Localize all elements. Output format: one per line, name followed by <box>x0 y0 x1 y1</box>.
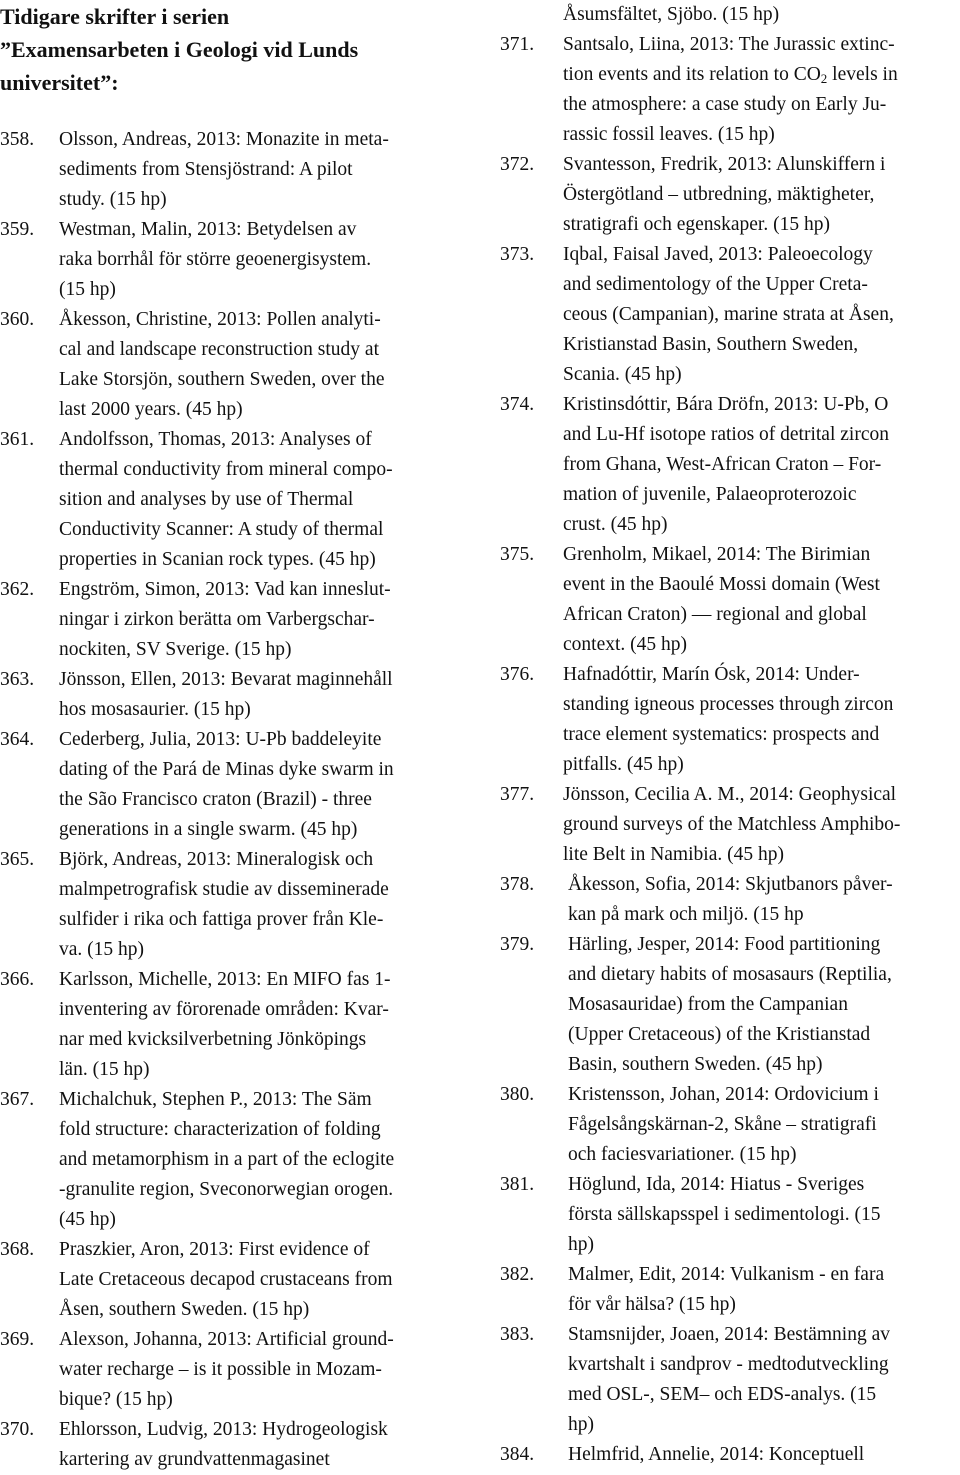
entry-line-text: Kristensson, Johan, 2014: Ordovicium i <box>568 1084 879 1105</box>
entry-line-text: Björk, Andreas, 2013: Mineralogisk och <box>59 849 374 870</box>
entry-line <box>59 395 470 425</box>
entry-line-text: första sällskapsspel i sedimentologi. (15 <box>568 1204 881 1225</box>
entry-number: 363. <box>0 669 35 690</box>
entry-line <box>563 420 960 450</box>
entry-line-text: Höglund, Ida, 2014: Hiatus - Sveriges <box>568 1174 865 1195</box>
entry-line <box>563 570 960 600</box>
list-item <box>500 870 960 930</box>
entry-line-text: rassic fossil leaves. (15 hp) <box>563 124 775 145</box>
entry-line <box>563 300 960 330</box>
entry-line <box>568 1170 960 1200</box>
entry-number: 379. <box>500 934 535 955</box>
entry-line-text: Ehlorsson, Ludvig, 2013: Hydrogeologisk <box>59 1419 388 1440</box>
list-item <box>0 1235 470 1325</box>
entry-line <box>563 210 960 240</box>
entry-line <box>59 1295 470 1325</box>
entry-text <box>59 1415 470 1475</box>
entry-line <box>59 635 470 665</box>
entry-number: 381. <box>500 1174 535 1195</box>
entry-line-text: hp) <box>568 1414 594 1435</box>
entry-line <box>563 150 960 180</box>
entry-text <box>59 425 470 575</box>
entry-number: 361. <box>0 429 35 450</box>
entry-line-text: Jönsson, Ellen, 2013: Bevarat maginnehåll <box>59 669 393 690</box>
entry-line <box>59 695 470 725</box>
entry-line <box>568 1110 960 1140</box>
entry-text <box>59 305 470 425</box>
entry-text <box>59 1235 470 1325</box>
entry-line <box>59 905 470 935</box>
entry-text <box>568 1080 960 1170</box>
entry-line-text: Alexson, Johanna, 2013: Artificial ground- <box>59 1329 394 1350</box>
entry-number: 362. <box>0 579 35 600</box>
entry-line <box>568 990 960 1020</box>
entry-line <box>59 215 470 245</box>
entry-line-text: fold structure: characterization of folding <box>59 1119 381 1140</box>
entry-line-text: Åkesson, Christine, 2013: Pollen analyti- <box>59 309 381 330</box>
list-item <box>500 390 960 540</box>
left-entry-list <box>0 125 470 1475</box>
entry-number: 383. <box>500 1324 535 1345</box>
entry-number: 371. <box>500 34 535 55</box>
co2-suffix: levels in <box>827 64 898 85</box>
entry-line <box>59 1415 470 1445</box>
entry-line <box>563 660 960 690</box>
entry-line <box>59 845 470 875</box>
entry-line-text: (Upper Cretaceous) of the Kristianstad <box>568 1024 871 1045</box>
entry-line-text: the atmosphere: a case study on Early Ju- <box>563 94 887 115</box>
entry-line-text: Fågelsångskärnan-2, Skåne – stratigrafi <box>568 1114 877 1135</box>
entry-line-text: dating of the Pará de Minas dyke swarm in <box>59 759 394 780</box>
heading-line: ”Examensarbeten i Geologi vid Lunds <box>0 37 359 62</box>
entry-text <box>59 1325 470 1415</box>
entry-line-text: Scania. (45 hp) <box>563 364 682 385</box>
entry-line <box>563 30 960 60</box>
entry-number: 378. <box>500 874 535 895</box>
entry-line-text: ceous (Campanian), marine strata at Åsen, <box>563 304 894 325</box>
entry-text <box>59 125 470 215</box>
entry-line <box>59 275 470 305</box>
list-item <box>500 1080 960 1170</box>
entry-line-text: Olsson, Andreas, 2013: Monazite in meta- <box>59 129 389 150</box>
list-item <box>500 240 960 390</box>
entry-line-text: Hafnadóttir, Marín Ósk, 2014: Under- <box>563 664 860 685</box>
entry-line <box>59 665 470 695</box>
entry-line-text: properties in Scanian rock types. (45 hp) <box>59 549 376 570</box>
entry-line <box>563 270 960 300</box>
entry-line-text: (15 hp) <box>59 279 116 300</box>
entry-number: 359. <box>0 219 35 240</box>
entry-line-text: and sedimentology of the Upper Creta- <box>563 274 868 295</box>
entry-line <box>568 1200 960 1230</box>
entry-line-text: Helmfrid, Annelie, 2014: Konceptuell <box>568 1444 865 1465</box>
entry-line-text: ningar i zirkon berätta om Varbergschar- <box>59 609 375 630</box>
entry-line <box>568 1140 960 1170</box>
entry-line-text: pitfalls. (45 hp) <box>563 754 684 775</box>
entry-number: 370. <box>0 1419 35 1440</box>
entry-line-text: Late Cretaceous decapod crustaceans from <box>59 1269 393 1290</box>
entry-number: 377. <box>500 784 535 805</box>
entry-line-text: lite Belt in Namibia. (45 hp) <box>563 844 784 865</box>
entry-line <box>59 155 470 185</box>
entry-line-text: standing igneous processes through zircon <box>563 694 894 715</box>
entry-line <box>59 455 470 485</box>
entry-text <box>568 1440 960 1470</box>
entry-line <box>563 360 960 390</box>
list-item <box>0 1325 470 1415</box>
entry-line-text: and dietary habits of mosasaurs (Reptilia, <box>568 964 892 985</box>
entry-line <box>568 1050 960 1080</box>
left-column <box>0 0 470 1475</box>
entry-line-text: kvartshalt i sandprov - medtodutveckling <box>568 1354 889 1375</box>
list-item <box>500 1260 960 1320</box>
entry-text <box>568 930 960 1080</box>
entry-line-text: Mosasauridae) from the Campanian <box>568 994 848 1015</box>
entry-line <box>568 900 960 930</box>
entry-line-text: inventering av förorenade områden: Kvar- <box>59 999 389 1020</box>
entry-line-text: va. (15 hp) <box>59 939 145 960</box>
list-item <box>0 305 470 425</box>
entry-line <box>568 870 960 900</box>
entry-line <box>568 1320 960 1350</box>
list-item <box>500 1320 960 1440</box>
entry-line-text: stratigrafi och egenskaper. (15 hp) <box>563 214 830 235</box>
entry-line-text: mation of juvenile, Palaeoproterozoic <box>563 484 857 505</box>
entry-number: 358. <box>0 129 35 150</box>
entry-text <box>563 780 960 870</box>
entry-line <box>568 1410 960 1440</box>
right-entry-list <box>500 30 960 1470</box>
entry-line-text: from Ghana, West-African Craton – For- <box>563 454 882 475</box>
list-item <box>0 725 470 845</box>
entry-line-text: Andolfsson, Thomas, 2013: Analyses of <box>59 429 372 450</box>
entry-line <box>59 125 470 155</box>
list-item <box>0 1415 470 1475</box>
continued-entry-text: Åsumsfältet, Sjöbo. (15 hp) <box>563 4 780 25</box>
entry-number: 369. <box>0 1329 35 1350</box>
entry-line <box>563 600 960 630</box>
entry-line <box>568 1290 960 1320</box>
entry-line <box>59 515 470 545</box>
list-item <box>0 215 470 305</box>
entry-text <box>563 30 960 150</box>
entry-number: 373. <box>500 244 535 265</box>
entry-line-text: sulfider i rika och fattiga prover från Kle- <box>59 909 384 930</box>
entry-line <box>563 810 960 840</box>
entry-line <box>59 935 470 965</box>
entry-line <box>59 485 470 515</box>
entry-number: 380. <box>500 1084 535 1105</box>
entry-line-text: Jönsson, Cecilia A. M., 2014: Geophysical <box>563 784 897 805</box>
entry-text <box>563 540 960 660</box>
entry-line <box>563 120 960 150</box>
entry-line <box>59 245 470 275</box>
list-item <box>0 1085 470 1235</box>
entry-line-text: Santsalo, Liina, 2013: The Jurassic extinc- <box>563 34 895 55</box>
entry-line-text: för vår hälsa? (15 hp) <box>568 1294 736 1315</box>
list-item <box>0 845 470 965</box>
entry-text <box>568 1260 960 1320</box>
list-item <box>500 780 960 870</box>
entry-text <box>563 150 960 240</box>
entry-line-text: nockiten, SV Sverige. (15 hp) <box>59 639 292 660</box>
entry-line <box>563 690 960 720</box>
entry-line <box>563 180 960 210</box>
right-column <box>500 0 960 1470</box>
entry-line <box>59 1265 470 1295</box>
entry-line-text: context. (45 hp) <box>563 634 688 655</box>
entry-line-text: raka borrhål för större geoenergisystem. <box>59 249 372 270</box>
entry-number: 368. <box>0 1239 35 1260</box>
entry-line <box>59 1235 470 1265</box>
entry-line <box>563 750 960 780</box>
entry-line <box>59 875 470 905</box>
entry-line <box>563 540 960 570</box>
list-item <box>0 665 470 725</box>
entry-line <box>563 240 960 270</box>
entry-line-text: African Craton) — regional and global <box>563 604 867 625</box>
entry-line-text: Michalchuk, Stephen P., 2013: The Säm <box>59 1089 372 1110</box>
entry-line-text: (45 hp) <box>59 1209 116 1230</box>
entry-text <box>59 575 470 665</box>
entry-line <box>59 1325 470 1355</box>
entry-text <box>563 390 960 540</box>
list-item <box>500 150 960 240</box>
entry-line <box>563 720 960 750</box>
entry-line <box>59 1385 470 1415</box>
entry-line <box>59 755 470 785</box>
entry-line-text: kartering av grundvattenmagasinet <box>59 1449 330 1470</box>
entry-line <box>563 510 960 540</box>
entry-line <box>59 815 470 845</box>
entry-text <box>563 660 960 780</box>
entry-line <box>563 390 960 420</box>
entry-line-text: last 2000 years. (45 hp) <box>59 399 243 420</box>
entry-text <box>563 240 960 390</box>
entry-number: 374. <box>500 394 535 415</box>
entry-line-text: Basin, southern Sweden. (45 hp) <box>568 1054 823 1075</box>
entry-number: 382. <box>500 1264 535 1285</box>
entry-line-text: och faciesvariationer. (15 hp) <box>568 1144 797 1165</box>
list-item <box>0 425 470 575</box>
list-item <box>500 30 960 150</box>
entry-number: 375. <box>500 544 535 565</box>
entry-line-text: trace element systematics: prospects and <box>563 724 880 745</box>
entry-line-text: cal and landscape reconstruction study at <box>59 339 380 360</box>
entry-line <box>59 185 470 215</box>
entry-line-text: Malmer, Edit, 2014: Vulkanism - en fara <box>568 1264 885 1285</box>
entry-line <box>568 930 960 960</box>
entry-line-text: Grenholm, Mikael, 2014: The Birimian <box>563 544 871 565</box>
entry-line-text: and metamorphism in a part of the eclogite <box>59 1149 395 1170</box>
entry-text <box>59 725 470 845</box>
entry-line-text: Kristinsdóttir, Bára Dröfn, 2013: U-Pb, O <box>563 394 889 415</box>
entry-line-text: Karlsson, Michelle, 2013: En MIFO fas 1- <box>59 969 391 990</box>
entry-line-text: Westman, Malin, 2013: Betydelsen av <box>59 219 357 240</box>
entry-line-text: hos mosasaurier. (15 hp) <box>59 699 251 720</box>
entry-line-text: nar med kvicksilverbetning Jönköpings <box>59 1029 367 1050</box>
entry-line <box>59 1145 470 1175</box>
entry-line-text: Kristianstad Basin, Southern Sweden, <box>563 334 859 355</box>
list-item <box>500 540 960 660</box>
entry-number: 360. <box>0 309 35 330</box>
entry-text <box>568 870 960 930</box>
entry-line <box>563 450 960 480</box>
entry-line-text: generations in a single swarm. (45 hp) <box>59 819 358 840</box>
entry-line-text: -granulite region, Sveconorwegian orogen. <box>59 1179 394 1200</box>
entry-text <box>59 215 470 305</box>
entry-line-text: Praszkier, Aron, 2013: First evidence of <box>59 1239 370 1260</box>
entry-number: 366. <box>0 969 35 990</box>
entry-text <box>59 965 470 1085</box>
entry-line-text: Stamsnijder, Joaen, 2014: Bestämning av <box>568 1324 891 1345</box>
list-item <box>500 930 960 1080</box>
entry-line <box>59 1025 470 1055</box>
entry-line <box>563 480 960 510</box>
entry-line <box>59 1115 470 1145</box>
heading-line: Tidigare skrifter i serien <box>0 4 230 29</box>
entry-line <box>59 1175 470 1205</box>
entry-line-text: Åsen, southern Sweden. (15 hp) <box>59 1299 310 1320</box>
entry-line-text: sition and analyses by use of Thermal <box>59 489 354 510</box>
entry-line <box>568 1350 960 1380</box>
entry-line-text: Conductivity Scanner: A study of thermal <box>59 519 384 540</box>
entry-text <box>568 1170 960 1260</box>
entry-text <box>59 1085 470 1235</box>
list-item <box>0 125 470 215</box>
entry-line <box>59 365 470 395</box>
entry-line <box>59 425 470 455</box>
entry-line-text: Åkesson, Sofia, 2014: Skjutbanors påver- <box>568 874 893 895</box>
entry-line <box>59 545 470 575</box>
entry-line <box>59 1355 470 1385</box>
entry-number: 365. <box>0 849 35 870</box>
entry-line-text: sediments from Stensjöstrand: A pilot <box>59 159 353 180</box>
entry-line <box>59 305 470 335</box>
entry-line <box>59 1085 470 1115</box>
entry-line-text: hp) <box>568 1234 594 1255</box>
entry-line-text: tion events and its relation to CO <box>563 64 821 85</box>
entry-line-text: and Lu-Hf isotope ratios of detrital zircon <box>563 424 889 445</box>
entry-line <box>568 1380 960 1410</box>
entry-number: 376. <box>500 664 535 685</box>
heading-line: universitet”: <box>0 70 119 95</box>
entry-line-text: Engström, Simon, 2013: Vad kan inneslut- <box>59 579 391 600</box>
entry-line <box>59 1055 470 1085</box>
entry-line <box>563 330 960 360</box>
list-item <box>0 575 470 665</box>
co2-subscript: 2 <box>820 71 828 86</box>
series-heading <box>0 0 470 99</box>
entry-line <box>563 630 960 660</box>
list-item <box>500 660 960 780</box>
entry-line-text: kan på mark och miljö. (15 hp <box>568 904 804 925</box>
entry-line <box>563 90 960 120</box>
entry-line-text: län. (15 hp) <box>59 1059 150 1080</box>
entry-line-text: Härling, Jesper, 2014: Food partitioning <box>568 934 881 955</box>
entry-text <box>568 1320 960 1440</box>
entry-line-text: the São Francisco craton (Brazil) - three <box>59 789 372 810</box>
entry-number: 367. <box>0 1089 35 1110</box>
entry-text <box>59 665 470 725</box>
entry-text <box>59 845 470 965</box>
list-item <box>500 1170 960 1260</box>
entry-line <box>563 780 960 810</box>
entry-line <box>568 1080 960 1110</box>
entry-line-text: bique? (15 hp) <box>59 1389 173 1410</box>
entry-number: 384. <box>500 1444 535 1465</box>
entry-line <box>59 335 470 365</box>
entry-line <box>59 575 470 605</box>
entry-line-text: Iqbal, Faisal Javed, 2013: Paleoecology <box>563 244 873 265</box>
entry-number: 364. <box>0 729 35 750</box>
list-item <box>0 965 470 1085</box>
entry-line-text: Cederberg, Julia, 2013: U-Pb baddeleyite <box>59 729 382 750</box>
list-item <box>500 1440 960 1470</box>
entry-line <box>59 725 470 755</box>
entry-line-text: med OSL-, SEM– och EDS-analys. (15 <box>568 1384 877 1405</box>
entry-line <box>568 1230 960 1260</box>
entry-line-text: water recharge – is it possible in Mozam- <box>59 1359 382 1380</box>
entry-line <box>59 785 470 815</box>
entry-line-text: Lake Storsjön, southern Sweden, over the <box>59 369 385 390</box>
entry-line <box>563 60 960 90</box>
entry-line-text: study. (15 hp) <box>59 189 167 210</box>
entry-line <box>568 960 960 990</box>
entry-line <box>59 1205 470 1235</box>
entry-line-text: malmpetrografisk studie av disseminerade <box>59 879 389 900</box>
entry-line-text: ground surveys of the Matchless Amphibo- <box>563 814 901 835</box>
entry-line <box>59 965 470 995</box>
entry-line <box>568 1020 960 1050</box>
entry-line-text: crust. (45 hp) <box>563 514 668 535</box>
entry-line-text: thermal conductivity from mineral compo- <box>59 459 393 480</box>
entry-line-text: Svantesson, Fredrik, 2013: Alunskiffern i <box>563 154 886 175</box>
entry-line <box>568 1260 960 1290</box>
entry-line <box>568 1440 960 1470</box>
entry-line <box>59 605 470 635</box>
entry-number: 372. <box>500 154 535 175</box>
entry-line <box>59 995 470 1025</box>
entry-line-text: Östergötland – utbredning, mäktigheter, <box>563 184 875 205</box>
entry-line-text: event in the Baoulé Mossi domain (West <box>563 574 880 595</box>
entry-line <box>563 840 960 870</box>
